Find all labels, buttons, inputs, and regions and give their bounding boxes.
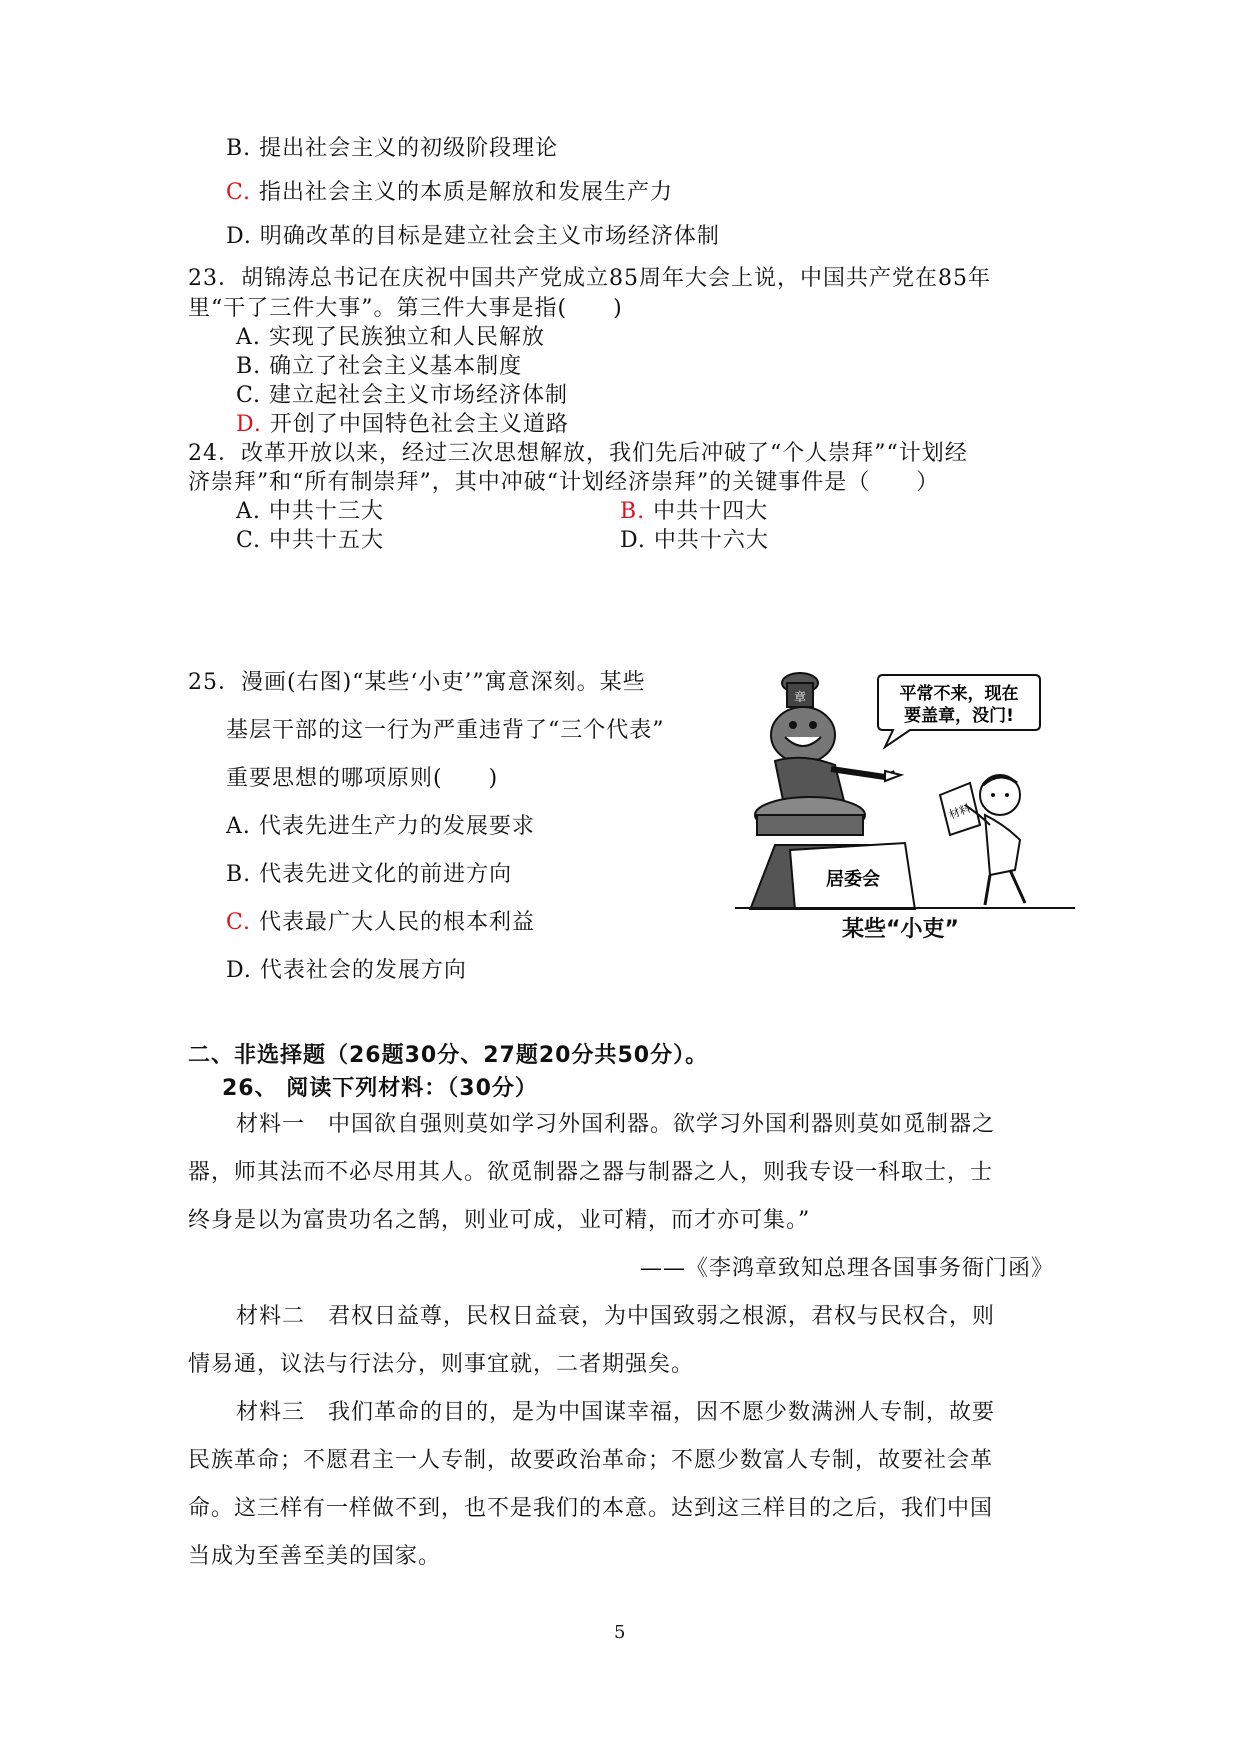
option-text: 代表先进文化的前进方向 [259, 862, 513, 887]
option-text: 中共十四大 [653, 499, 769, 524]
q24-option-b [620, 497, 768, 527]
q23-stem-line2: 里“干了三件大事”。第三件大事是指( ) [188, 296, 623, 321]
option-letter: A. [236, 499, 261, 524]
q25-option-d [226, 956, 467, 986]
citizen-figure [940, 775, 1025, 905]
q25-option-a [226, 812, 535, 842]
option-text: 代表先进生产力的发展要求 [258, 814, 535, 839]
paper-text: 材料 [947, 801, 973, 822]
option-text: 开创了中国特色社会主义道路 [269, 412, 569, 437]
material3-line4: 当成为至善至美的国家。 [188, 1544, 442, 1569]
option-letter: B. [226, 136, 252, 161]
speech-bubble [878, 675, 1040, 747]
material1-source: ——《李鸿章致知总理各国事务衙门函》 [640, 1256, 1055, 1281]
option-letter: B. [226, 862, 252, 887]
option-letter-answer: D. [236, 412, 262, 437]
q22-option-c [226, 178, 673, 208]
q23-stem-line1: 23．胡锦涛总书记在庆祝中国共产党成立85周年大会上说，中国共产党在85年 [188, 266, 991, 291]
option-letter: A. [236, 325, 261, 350]
q23-option-a [236, 323, 545, 353]
option-letter: B. [236, 354, 262, 379]
q25-stem-line3: 重要思想的哪项原则( ) [226, 766, 499, 791]
q23-option-d [236, 410, 569, 440]
material1-line3: 终身是以为富贵功名之鹄，则业可成，业可精，而才亦可集。” [188, 1208, 811, 1233]
option-text: 明确改革的目标是建立社会主义市场经济体制 [259, 224, 720, 249]
q25-option-b [226, 860, 512, 890]
cartoon-caption: 某些“小吏” [842, 917, 959, 942]
page-number: 5 [614, 1622, 626, 1643]
q25-stem-line1: 25．漫画(右图)“某些‘小吏’”寓意深刻。某些 [188, 670, 646, 695]
option-text: 提出社会主义的初级阶段理论 [259, 136, 559, 161]
option-text: 中共十六大 [653, 528, 769, 553]
option-text: 代表最广大人民的根本利益 [259, 910, 536, 935]
option-letter: D. [226, 224, 252, 249]
q24-stem-line1: 24．改革开放以来，经过三次思想解放，我们先后冲破了“个人崇拜”“计划经 [188, 441, 968, 466]
q24-option-a [236, 497, 384, 527]
option-text: 指出社会主义的本质是解放和发展生产力 [259, 180, 674, 205]
q23-option-c [236, 381, 568, 411]
material3-line1: 材料三 我们革命的目的，是为中国谋幸福，因不愿少数满洲人专制，故要 [236, 1400, 996, 1425]
cartoon-illustration [735, 665, 1075, 910]
q22-option-b [226, 134, 558, 164]
option-letter: D. [226, 958, 252, 983]
option-text: 中共十三大 [268, 499, 384, 524]
option-letter-answer: B. [620, 499, 646, 524]
q22-option-d [226, 222, 720, 252]
material2-line2: 情易通，议法与行法分，则事宜就，二者期强矣。 [188, 1352, 695, 1377]
material3-line3: 命。这三样有一样做不到，也不是我们的本意。达到这三样目的之后，我们中国 [188, 1496, 994, 1521]
material1-line2: 器，师其法而不必尽用其人。欲觅制器之器与制器之人，则我专设一科取士，士 [188, 1160, 994, 1185]
option-text: 建立起社会主义市场经济体制 [269, 383, 569, 408]
material3-line2: 民族革命；不愿君主一人专制，故要政治革命；不愿少数富人专制，故要社会革 [188, 1448, 994, 1473]
q25-option-c [226, 908, 535, 938]
option-text: 实现了民族独立和人民解放 [268, 325, 545, 350]
option-text: 代表社会的发展方向 [259, 958, 467, 983]
q23-option-b [236, 352, 522, 382]
bubble-text-line1: 平常不来，现在 [899, 684, 1019, 704]
option-letter-answer: C. [226, 180, 252, 205]
option-letter: C. [236, 528, 262, 553]
q24-option-c [236, 526, 384, 556]
q24-stem-line2: 济崇拜”和“所有制崇拜”，其中冲破“计划经济崇拜”的关键事件是（ ） [188, 470, 940, 495]
q25-stem-line2: 基层干部的这一行为严重违背了“三个代表” [226, 718, 665, 743]
option-letter: A. [226, 814, 251, 839]
option-text: 确立了社会主义基本制度 [269, 354, 523, 379]
material2-line1: 材料二 君权日益尊，民权日益衰，为中国致弱之根源，君权与民权合，则 [236, 1304, 996, 1329]
option-letter: C. [236, 383, 262, 408]
q26-title: 26、 阅读下列材料：（30分） [222, 1076, 538, 1101]
option-letter: D. [620, 528, 646, 553]
bubble-text-line2: 要盖章，没门! [904, 706, 1014, 726]
stamp-char: 章 [793, 690, 807, 704]
section2-heading: 二、非选择题（26题30分、27题20分共50分）。 [188, 1043, 709, 1068]
desk-sign-text: 居委会 [826, 869, 880, 890]
option-text: 中共十五大 [269, 528, 385, 553]
option-letter-answer: C. [226, 910, 252, 935]
material1-line1: 材料一 中国欲自强则莫如学习外国利器。欲学习外国利器则莫如觅制器之 [236, 1112, 996, 1137]
q24-option-d [620, 526, 769, 556]
